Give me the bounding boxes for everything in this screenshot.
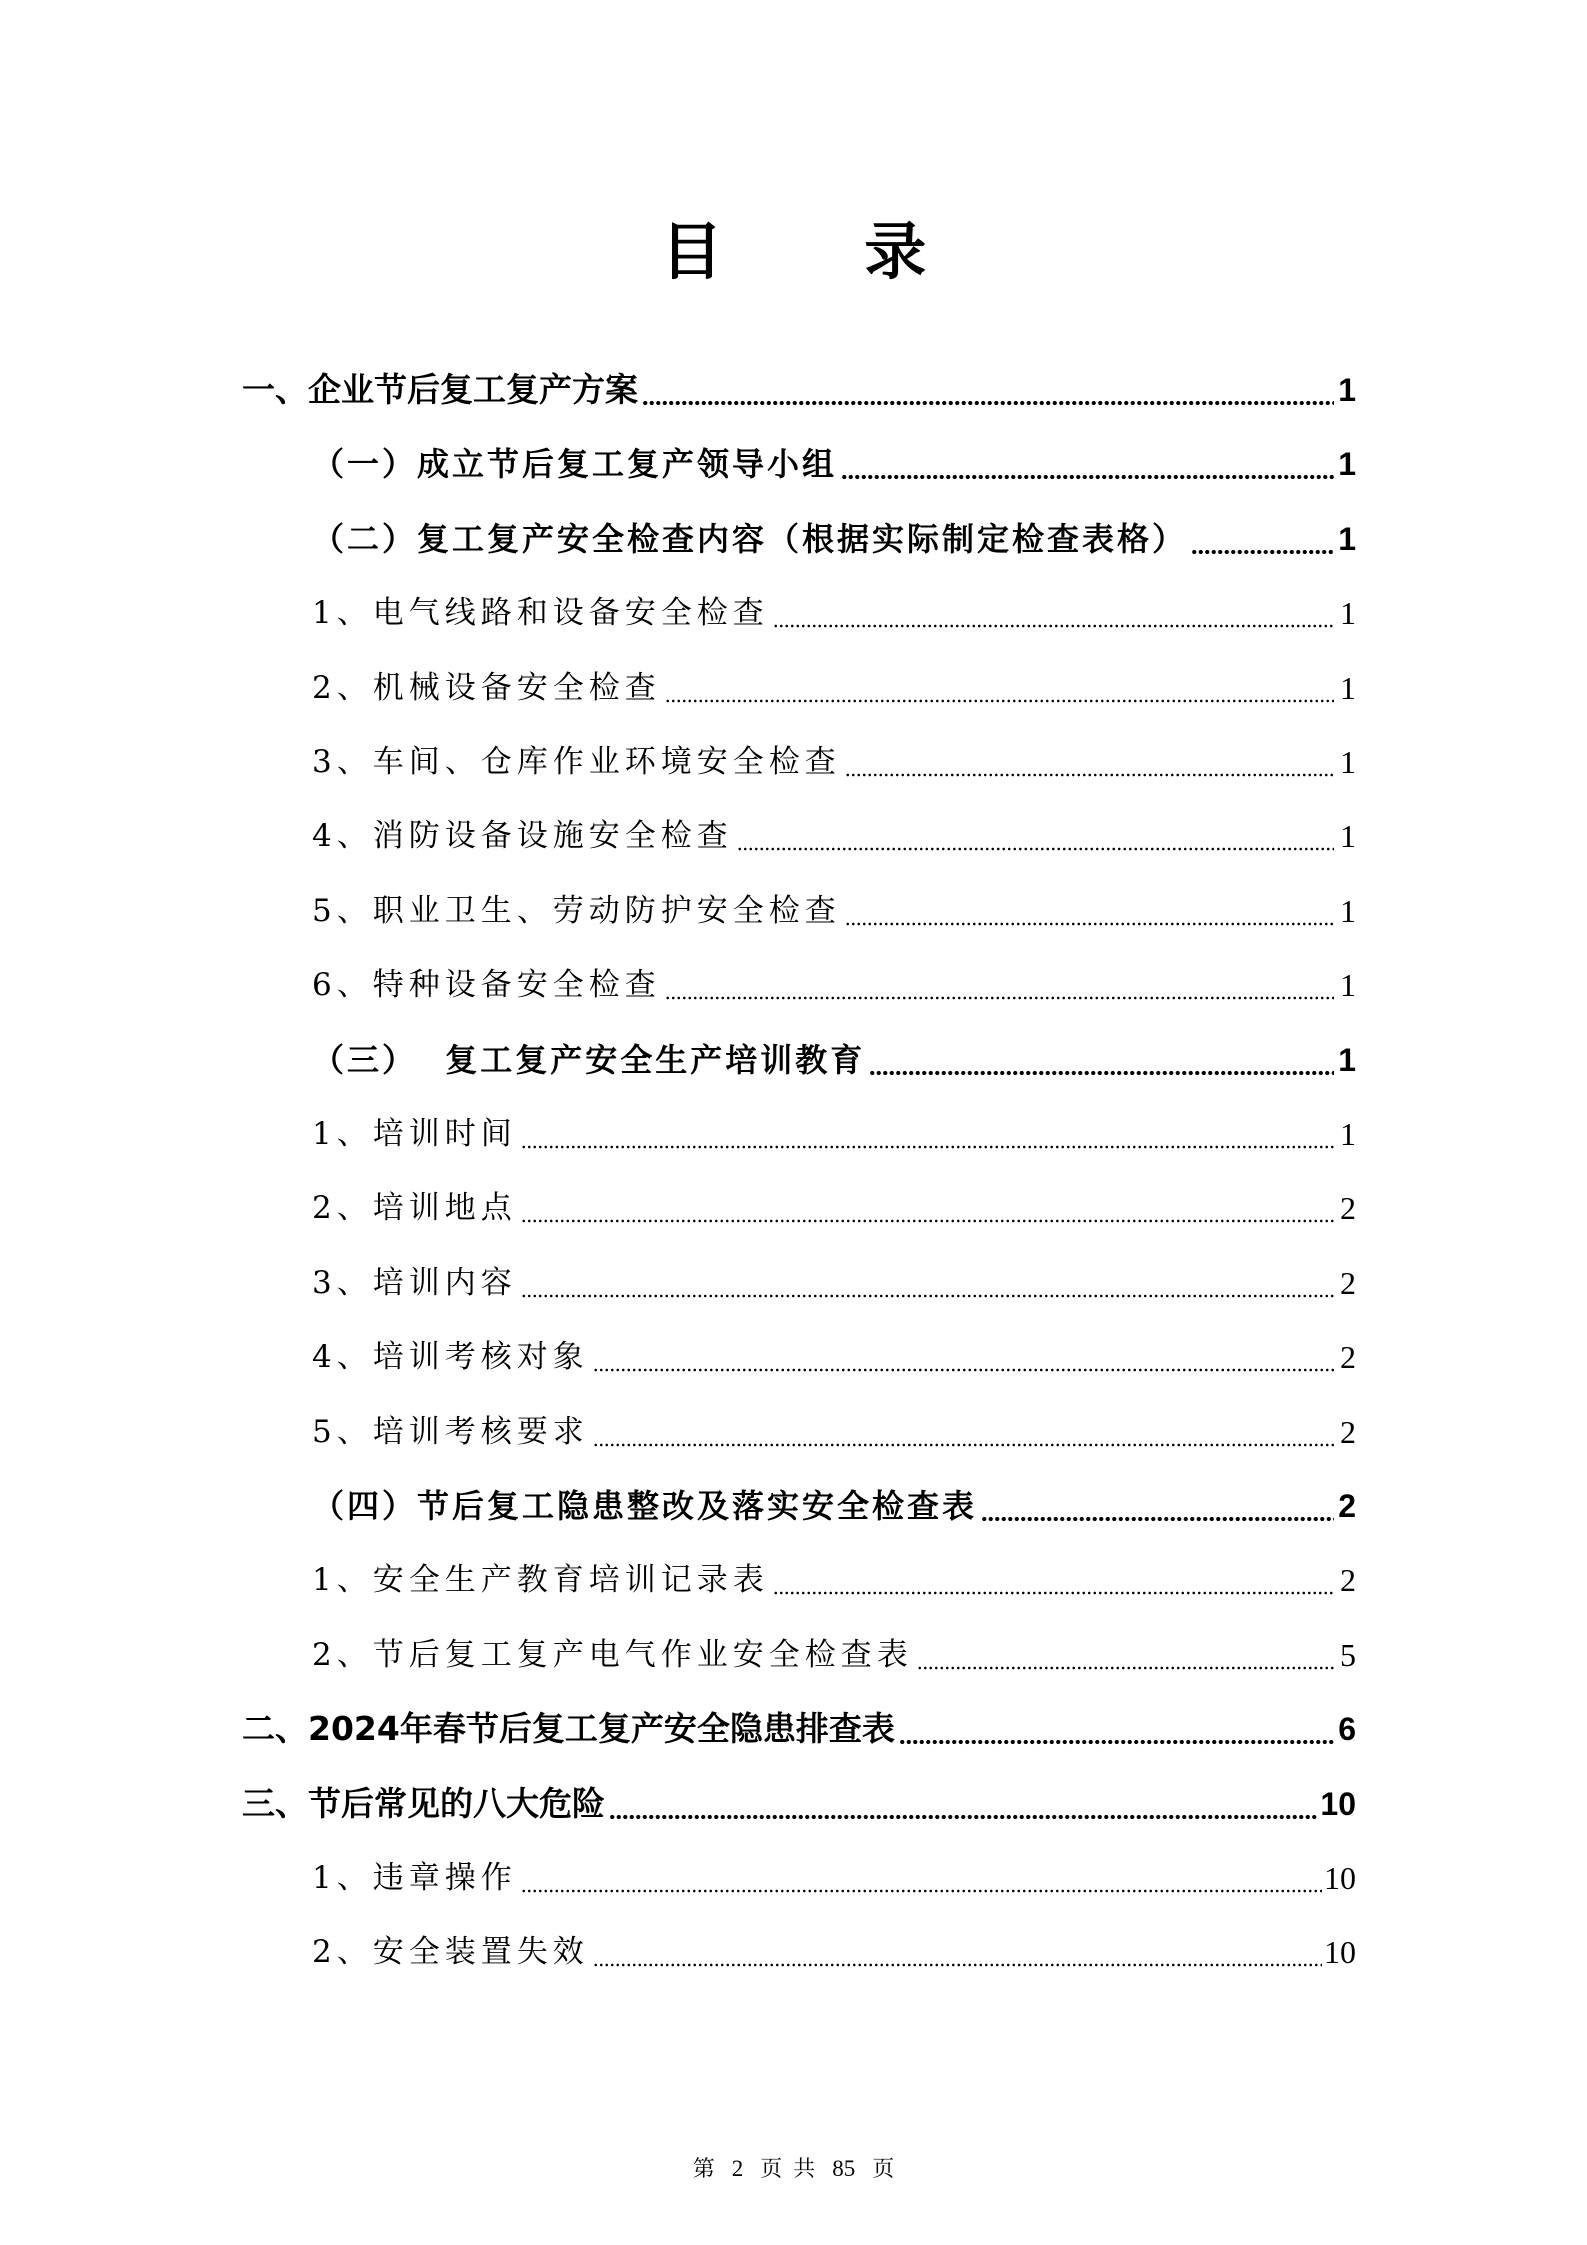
- toc-entry-title: 1、电气线路和设备安全检查: [312, 595, 769, 632]
- toc-entry-page-number: 1: [1340, 818, 1356, 855]
- toc-dot-leader: [665, 668, 1334, 708]
- toc-entry-page-number: 2: [1340, 1190, 1356, 1227]
- toc-entry[interactable]: [312, 648, 1356, 708]
- toc-entry-page-number: 1: [1338, 520, 1356, 557]
- toc-entry[interactable]: [242, 1764, 1356, 1824]
- toc-dot-leader: [773, 1560, 1334, 1600]
- toc-entry[interactable]: [312, 573, 1356, 633]
- footer-middle: 页 共: [760, 2157, 816, 2182]
- toc-entry-page-number: 1: [1340, 1116, 1356, 1152]
- toc-entry-page-number: 1: [1340, 595, 1356, 632]
- toc-entry[interactable]: [312, 1392, 1356, 1452]
- toc-entry-title: 6、特种设备安全检查: [312, 967, 661, 1004]
- toc-entry[interactable]: [312, 945, 1356, 1005]
- toc-entry-page-number: 10: [1320, 1785, 1356, 1822]
- toc-entry[interactable]: [312, 1838, 1356, 1898]
- toc-entry-page-number: 1: [1340, 669, 1356, 706]
- toc-dot-leader: [845, 891, 1334, 931]
- toc-entry-title: 二、2024年春节后复工复产安全隐患排查表: [242, 1709, 895, 1749]
- toc-entry-title: 3、培训内容: [312, 1264, 517, 1301]
- toc-entry-page-number: 2: [1340, 1264, 1356, 1301]
- toc-dot-leader: [981, 1486, 1334, 1526]
- toc-dot-leader: [773, 593, 1334, 633]
- toc-entry-page-number: 10: [1324, 1860, 1356, 1896]
- toc-entry-page-number: 2: [1340, 1413, 1356, 1450]
- toc-entry-title: 1、培训时间: [312, 1116, 517, 1152]
- toc-dot-leader: [917, 1635, 1334, 1675]
- toc-dot-leader: [665, 965, 1334, 1005]
- toc-entry[interactable]: [242, 350, 1356, 410]
- toc-entry-page-number: 1: [1340, 744, 1356, 780]
- toc-dot-leader: [593, 1932, 1322, 1972]
- toc-dot-leader: [521, 1114, 1334, 1154]
- toc-entry-page-number: 2: [1340, 1562, 1356, 1599]
- toc-entry-title: 1、违章操作: [312, 1860, 517, 1896]
- toc-entry-title: （二）复工复产安全检查内容（根据实际制定检查表格）: [312, 519, 1188, 558]
- toc-entry-title: 2、机械设备安全检查: [312, 669, 661, 706]
- toc-entry[interactable]: [312, 722, 1356, 782]
- toc-dot-leader: [1191, 519, 1334, 559]
- toc-dot-leader: [593, 1412, 1334, 1452]
- toc-entry-page-number: 1: [1340, 967, 1356, 1004]
- toc-entry-title: （四）节后复工隐患整改及落实安全检查表: [312, 1487, 978, 1525]
- toc-entry-page-number: 2: [1338, 1488, 1356, 1524]
- toc-entry[interactable]: [312, 1168, 1356, 1228]
- page-footer: [0, 2152, 1587, 2183]
- toc-entry[interactable]: [312, 871, 1356, 931]
- toc-entry-page-number: 1: [1340, 892, 1356, 929]
- toc-entry[interactable]: [312, 1615, 1356, 1675]
- toc-entry-title: 1、安全生产教育培训记录表: [312, 1562, 769, 1599]
- footer-current-page: 2: [731, 2156, 744, 2181]
- toc-dot-leader: [899, 1709, 1334, 1749]
- toc-entry[interactable]: [312, 1243, 1356, 1303]
- toc-entry-title: 5、培训考核要求: [312, 1413, 589, 1450]
- footer-total-pages: 85: [832, 2156, 856, 2181]
- toc-entry-title: （一）成立节后复工复产领导小组: [312, 445, 838, 484]
- toc-entry-page-number: 10: [1324, 1934, 1356, 1971]
- toc-entry-title: 2、培训地点: [312, 1190, 517, 1227]
- toc-dot-leader: [845, 742, 1334, 782]
- page-title: 目 录: [660, 215, 987, 288]
- toc-entry-title: 一、企业节后复工复产方案: [242, 370, 638, 409]
- toc-dot-leader: [521, 1858, 1322, 1898]
- toc-dot-leader: [642, 370, 1334, 410]
- toc-entry-title: 4、消防设备设施安全检查: [312, 818, 733, 855]
- toc-entry-title: 3、车间、仓库作业环境安全检查: [312, 744, 841, 780]
- toc-dot-leader: [521, 1263, 1334, 1303]
- toc-dot-leader: [521, 1188, 1334, 1228]
- footer-prefix: 第: [692, 2157, 715, 2182]
- toc-entry-title: 5、职业卫生、劳动防护安全检查: [312, 892, 841, 929]
- toc-entry[interactable]: [312, 1466, 1356, 1526]
- toc-entry-title: 4、培训考核对象: [312, 1339, 589, 1376]
- footer-suffix: 页: [872, 2157, 895, 2182]
- toc-entry[interactable]: [312, 796, 1356, 856]
- toc-entry-page-number: 6: [1338, 1711, 1356, 1748]
- toc-entry[interactable]: [242, 1689, 1356, 1749]
- toc-entry[interactable]: [312, 1317, 1356, 1377]
- toc-entry[interactable]: [312, 499, 1356, 559]
- toc-entry-title: 2、节后复工复产电气作业安全检查表: [312, 1636, 913, 1673]
- toc-entry-title: （三） 复工复产安全生产培训教育: [312, 1040, 866, 1079]
- toc-entry-page-number: 1: [1338, 372, 1356, 408]
- toc-entry-page-number: 1: [1338, 1041, 1356, 1078]
- toc-entry[interactable]: [312, 1912, 1356, 1972]
- toc-entry[interactable]: [312, 1020, 1356, 1080]
- toc-entry[interactable]: [312, 1094, 1356, 1154]
- toc-dot-leader: [737, 816, 1334, 856]
- toc-entry-page-number: 5: [1340, 1636, 1356, 1673]
- toc-entry-title: 2、安全装置失效: [312, 1934, 589, 1971]
- toc-entry-page-number: 1: [1338, 446, 1356, 483]
- toc-entry[interactable]: [312, 1540, 1356, 1600]
- toc-entry-page-number: 2: [1340, 1339, 1356, 1376]
- toc-dot-leader: [609, 1784, 1318, 1824]
- toc-dot-leader: [869, 1040, 1334, 1080]
- toc-dot-leader: [841, 444, 1334, 484]
- toc-entry-title: 三、节后常见的八大危险: [242, 1783, 605, 1823]
- toc-entry[interactable]: [312, 424, 1356, 484]
- toc-dot-leader: [593, 1337, 1334, 1377]
